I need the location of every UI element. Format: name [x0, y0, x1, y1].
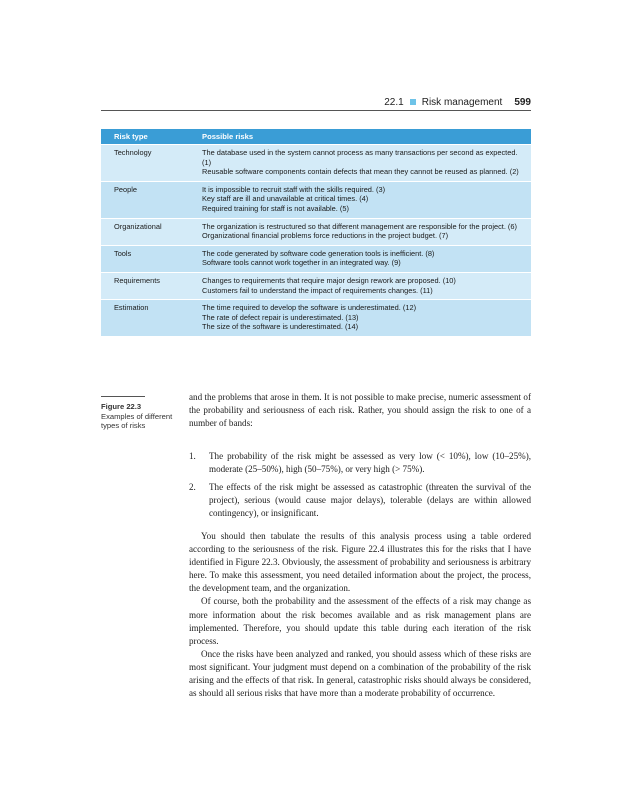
risk-item: The time required to develop the software is underestimated. (12): [202, 303, 417, 313]
paragraph: Of course, both the probability and the assessment of the effects of a risk may change as more information about the risk becomes available and as risk management plans are implemented. Therefore, you should update this table during each iteration of the risk process.: [189, 596, 531, 646]
paragraph: You should then tabulate the results of this analysis process using a table ordered according to the seriousness of the risk. Figure 22.4 illustrates this for the risks that I have identified in Figure 22.3. Obviously, the assessment of probability and seriousness is arbitrary here. To make this assessment, you need detailed information about the project, the process, the development team, and the organization.: [189, 531, 531, 594]
risk-item: The code generated by software code generation tools is inefficient. (8): [202, 248, 435, 258]
risk-item: Changes to requirements that require major design rework are proposed. (10): [202, 275, 456, 285]
risk-item: Organizational financial problems force reductions in the project budget. (7): [202, 231, 449, 241]
numbered-list: [189, 450, 531, 525]
risk-type-cell: People: [101, 181, 202, 218]
paragraph: Once the risks have been analyzed and ranked, you should assess which of these risks are most significant. Your judgment must depend on a combination of the probability of the risk arising and the effects of that risk. In general, catastrophic risks should always be considered, as should all serious risks that have more than a moderate probability of occurrence.: [189, 648, 531, 699]
risk-item: Key staff are ill and unavailable at critical times. (4): [202, 194, 369, 204]
possible-risks-cell: [202, 245, 531, 272]
square-bullet-icon: [410, 99, 416, 105]
header-divider: [101, 110, 531, 111]
page-number: 599: [514, 96, 531, 108]
risk-item: Required training for staff is not available. (5): [202, 203, 349, 213]
risk-type-cell: Organizational: [101, 218, 202, 245]
risk-item: The database used in the system cannot process as many transactions per second as expected. (1): [202, 148, 518, 167]
table-row: [101, 245, 531, 272]
figure-caption-text: Examples of different types of risks: [101, 411, 173, 430]
possible-risks-cell: [202, 300, 531, 336]
risk-type-cell: Requirements: [101, 272, 202, 299]
column-header-risk-type: Risk type: [101, 129, 202, 145]
risk-item: It is impossible to recruit staff with the skills required. (3): [202, 184, 386, 194]
possible-risks-cell: [202, 145, 531, 182]
risk-item: The size of the software is underestimated. (14): [202, 322, 359, 332]
running-header: [384, 94, 531, 110]
caption-divider: [101, 396, 145, 397]
table-header-row: [101, 129, 531, 145]
risk-item: Reusable software components contain defects that mean they cannot be reused as planned. (2): [202, 167, 519, 177]
table-row: [101, 181, 531, 218]
list-number: 2.: [189, 482, 196, 493]
risk-item: The organization is restructured so that different management are responsible for the project. (6): [202, 221, 517, 231]
list-text: The probability of the risk might be assessed as very low (< 10%), low (10–25%), moderate (25–50%), high (50–75%), or very high (> 75%).: [209, 451, 531, 475]
possible-risks-cell: [202, 181, 531, 218]
risk-table: [101, 129, 531, 336]
list-number: 1.: [189, 451, 196, 461]
column-header-possible-risks: Possible risks: [202, 129, 531, 145]
body-paragraphs: [189, 530, 531, 700]
intro-paragraph-block: [189, 391, 531, 430]
section-title: Risk management: [421, 96, 503, 108]
possible-risks-cell: [202, 218, 531, 245]
risk-type-cell: Technology: [101, 145, 202, 182]
list-text: The effects of the risk might be assessed as catastrophic (threaten the survival of the project), serious (would cause major delays), tolerable (delays are within allowed contingency), or insignificant.: [209, 482, 531, 519]
figure-label: Figure 22.3: [101, 402, 142, 411]
section-number: 22.1: [384, 96, 404, 108]
risk-item: Customers fail to understand the impact of requirements changes. (11): [202, 285, 433, 295]
list-item: [189, 481, 531, 520]
list-item: [189, 450, 531, 476]
table-row: [101, 272, 531, 299]
table-row: [101, 300, 531, 336]
risk-item: Software tools cannot work together in an integrated way. (9): [202, 258, 401, 268]
table-row: [101, 218, 531, 245]
figure-caption: [101, 402, 181, 431]
risk-type-cell: Estimation: [101, 300, 202, 336]
paragraph: and the problems that arose in them. It is not possible to make precise, numeric assessment of the probability and seriousness of each risk. Rather, you should assign the risk to one of a number of bands:: [189, 392, 531, 429]
risk-item: The rate of defect repair is underestimated. (13): [202, 312, 359, 322]
table-row: [101, 145, 531, 182]
possible-risks-cell: [202, 272, 531, 299]
risk-type-cell: Tools: [101, 245, 202, 272]
